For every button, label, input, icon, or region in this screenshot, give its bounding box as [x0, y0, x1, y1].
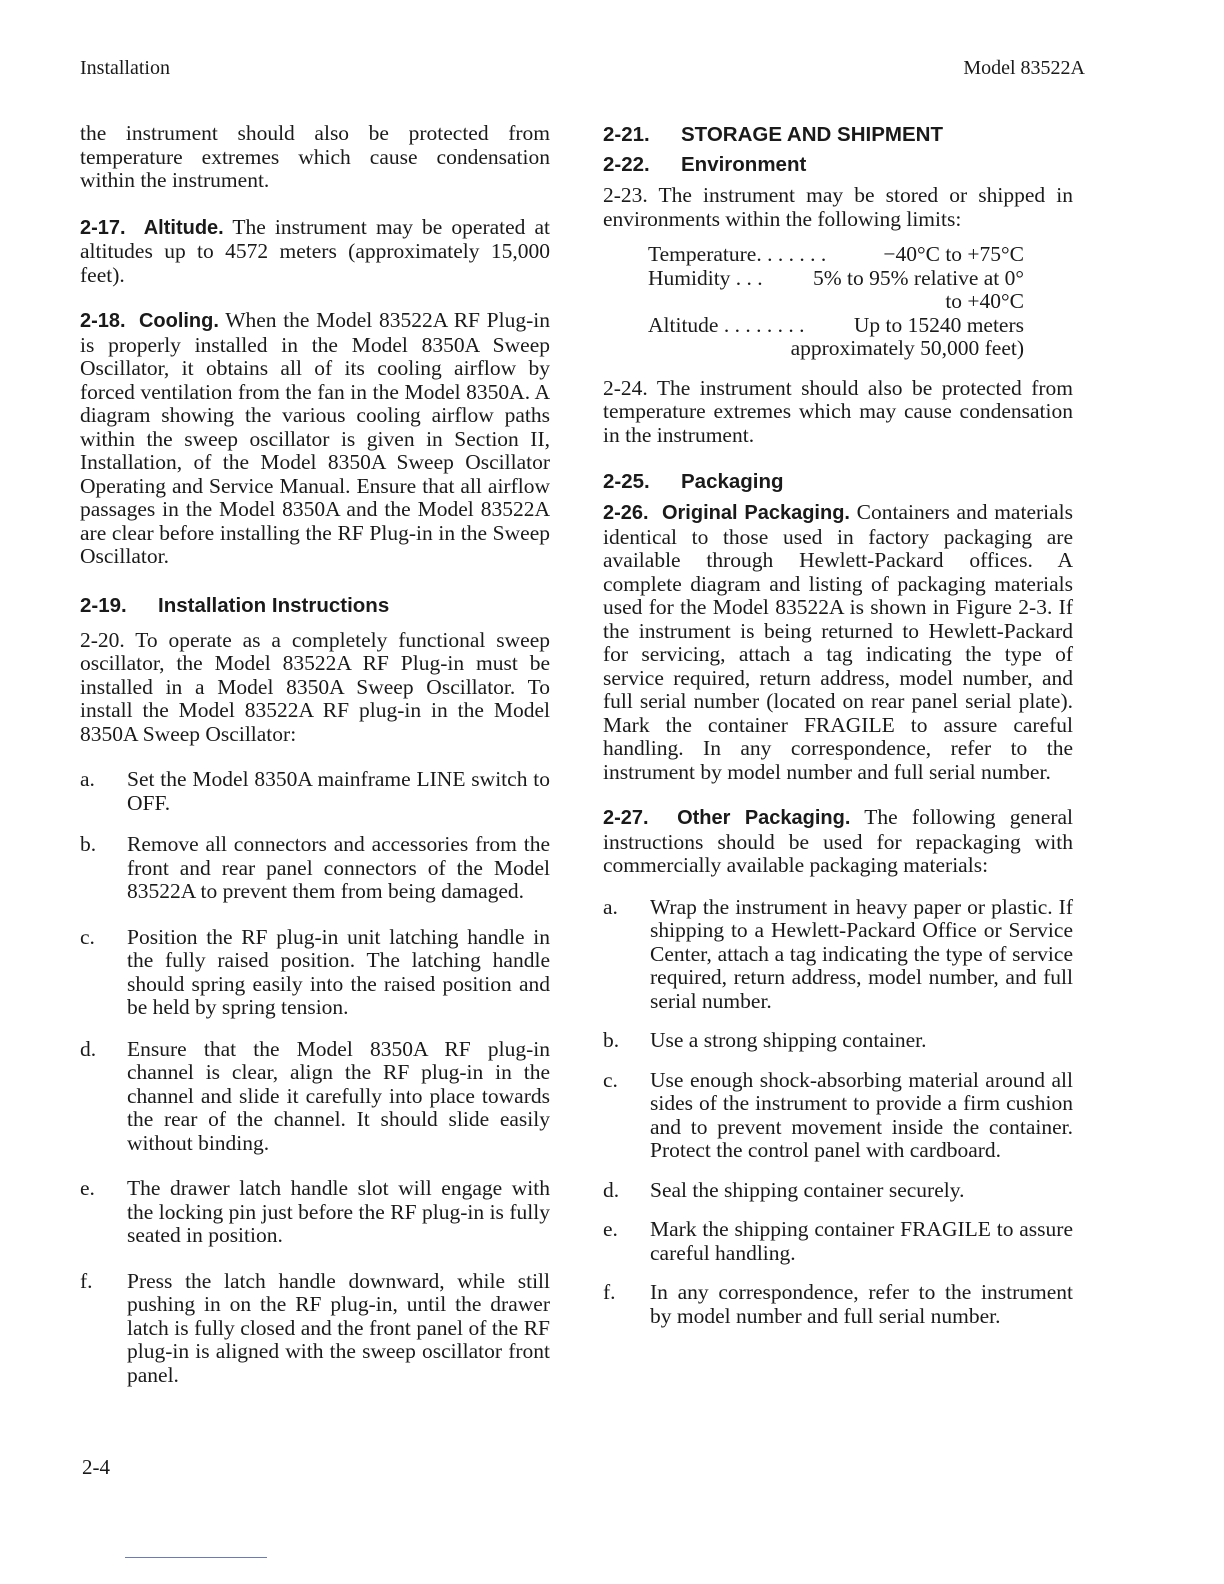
limit-label: Humidity . . . [648, 265, 763, 290]
para-title: Original Packaging. [661, 502, 850, 524]
list-item [80, 1270, 550, 1388]
heading-2-25 [603, 469, 1073, 495]
running-header-model: Model 83522A [963, 57, 1085, 79]
list-item-label: e. [603, 1217, 618, 1241]
list-item-text: Mark the shipping container FRAGILE to assure careful handling. [650, 1217, 1073, 1265]
list-item-label: f. [80, 1268, 93, 1293]
heading-2-22 [603, 152, 1073, 178]
limit-row-altitude [648, 314, 1024, 338]
para-text: The instrument may be operated at altitudes up to 4572 meters (approximately 15,000 feet). [80, 214, 550, 287]
list-item-label: e. [80, 1176, 95, 1200]
storage-limits-table [648, 243, 1024, 361]
list-item-label: b. [603, 1028, 620, 1052]
list-item-label: b. [80, 832, 97, 856]
page-number: 2-4 [82, 1455, 110, 1479]
list-item-text: Wrap the instrument in heavy paper or plastic. If shipping to a Hewlett-Packard Office or Service Center, attach a tag indicating the type of service required, return address, model number, and full serial number. [650, 894, 1073, 1013]
heading-number: 2-22. [603, 153, 650, 176]
running-header-section: Installation [80, 57, 170, 79]
heading-2-21 [603, 122, 1073, 148]
paragraph-2-18 [80, 309, 550, 569]
list-item-text: Press the latch handle downward, while still pushing in on the RF plug-in, until the drawer latch is fully closed and the front panel of the RF plug-in is aligned with the sweep oscillator front panel. [127, 1268, 550, 1387]
heading-title: Environment [681, 153, 807, 176]
paragraph-2-26 [603, 501, 1073, 784]
list-item [603, 1179, 1073, 1203]
heading-2-19 [80, 593, 550, 619]
list-item [80, 1177, 550, 1248]
paragraph-2-24: 2-24. The instrument should also be protected from temperature extremes which may cause condensation in the instrument. [603, 375, 1073, 447]
list-item-text: Position the RF plug-in unit latching handle in the fully raised position. The latching handle should spring easily into the raised position and be held by spring tension. [127, 924, 550, 1019]
limit-row-temperature [648, 243, 1024, 267]
list-item-label: a. [80, 767, 95, 791]
list-item-label: c. [603, 1067, 618, 1092]
list-item [80, 1038, 550, 1156]
list-item [80, 926, 550, 1020]
list-item [80, 833, 550, 904]
list-item [603, 1218, 1073, 1265]
limit-label: Altitude . . . . . . . . [648, 312, 805, 337]
list-item-label: d. [603, 1177, 620, 1202]
list-item [603, 896, 1073, 1014]
limit-value-continued: to +40°C [945, 289, 1024, 313]
limit-value: 5% to 95% relative at 0° [813, 265, 1024, 290]
limit-value: −40°C to +75°C [883, 242, 1024, 266]
para-number: 2-27. [603, 807, 649, 829]
para-number: 2-18. [80, 310, 126, 332]
list-item-label: f. [603, 1280, 616, 1304]
limit-row-humidity [648, 267, 1024, 291]
list-item [603, 1069, 1073, 1163]
limit-label: Temperature. . . . . . . [648, 242, 827, 266]
list-item-label: a. [603, 894, 618, 919]
list-item-text: In any correspondence, refer to the instrument by model number and full serial number. [650, 1280, 1073, 1328]
heading-number: 2-21. [603, 123, 650, 146]
heading-title: Installation Instructions [158, 593, 390, 617]
paragraph-2-17 [80, 216, 550, 288]
list-item [80, 768, 550, 815]
limit-value: Up to 15240 meters [853, 312, 1024, 337]
heading-title: Packaging [681, 470, 784, 493]
list-item [603, 1029, 1073, 1053]
list-item-label: d. [80, 1036, 97, 1061]
limit-value-continued: approximately 50,000 feet) [790, 336, 1024, 360]
list-item-text: Seal the shipping container securely. [650, 1177, 965, 1202]
left-column [80, 122, 550, 1387]
para-number: 2-17. [80, 216, 126, 239]
right-column [603, 122, 1073, 1328]
list-item-text: Use a strong shipping container. [650, 1028, 927, 1052]
para-title: Altitude. [143, 216, 224, 239]
para-number: 2-26. [603, 502, 649, 524]
paragraph-2-27 [603, 806, 1073, 878]
footer-rule [125, 1557, 267, 1558]
list-item-text: Ensure that the Model 8350A RF plug-in channel is clear, align the RF plug-in in the channel and slide it carefully into place towards the rear of the channel. It should slide easily without binding. [127, 1036, 550, 1155]
paragraph-continuation: the instrument should also be protected from temperature extremes which cause condensation within the instrument. [80, 121, 550, 192]
list-item-text: Set the Model 8350A mainframe LINE switch to OFF. [127, 767, 550, 815]
list-item-label: c. [80, 924, 95, 949]
list-item-text: The drawer latch handle slot will engage with the locking pin just before the RF plug-in is fully seated in position. [127, 1176, 550, 1247]
heading-number: 2-19. [80, 593, 127, 617]
para-title: Other Packaging. [677, 807, 851, 829]
paragraph-2-20: 2-20. To operate as a completely functional sweep oscillator, the Model 83522A RF Plug-in must be installed in a Model 8350A Sweep Oscillator. To install the Model 83522A RF plug-in in the Model 8350A Sweep Oscillator: [80, 627, 550, 746]
para-text: The following general instructions should be used for repackaging with commercially available packaging materials: [603, 805, 1074, 877]
list-item-text: Remove all connectors and accessories from the front and rear panel connectors of the Model 83522A to prevent them from being damaged. [127, 832, 550, 903]
paragraph-2-23: 2-23. The instrument may be stored or shipped in environments within the following limits: [603, 183, 1073, 231]
para-title: Cooling. [138, 310, 219, 332]
list-item [603, 1281, 1073, 1328]
heading-number: 2-25. [603, 470, 650, 493]
heading-title: STORAGE AND SHIPMENT [681, 123, 943, 146]
para-text: Containers and materials identical to those used in factory packaging are available through Hewlett-Packard offices. A complete diagram and listing of packaging materials used for the Model 83522A is shown in Figure 2-3. If the instrument is being returned to Hewlett-Packard for servicing, attach a tag indicating the type of service required, return address, model number, and full serial number (located on rear panel serial plate). Mark the container FRAGILE to assure careful handling. In any correspondence, refer to the instrument by model number and full serial number. [603, 500, 1074, 784]
list-item-text: Use enough shock-absorbing material around all sides of the instrument to provide a firm cushion and to prevent movement inside the container. Protect the control panel with cardboard. [650, 1067, 1073, 1162]
para-text: When the Model 83522A RF Plug-in is properly installed in the Model 8350A Sweep Oscillator, it obtains all of its cooling airflow by forced ventilation from the fan in the Model 8350A. A diagram showing the various cooling airflow paths within the sweep oscillator is given in Section II, Installation, of the Model 8350A Sweep Oscillator Operating and Service Manual. Ensure that all airflow passages in the Model 8350A and the Model 83522A are clear before installing the RF Plug-in in the Sweep Oscillator. [80, 308, 550, 568]
